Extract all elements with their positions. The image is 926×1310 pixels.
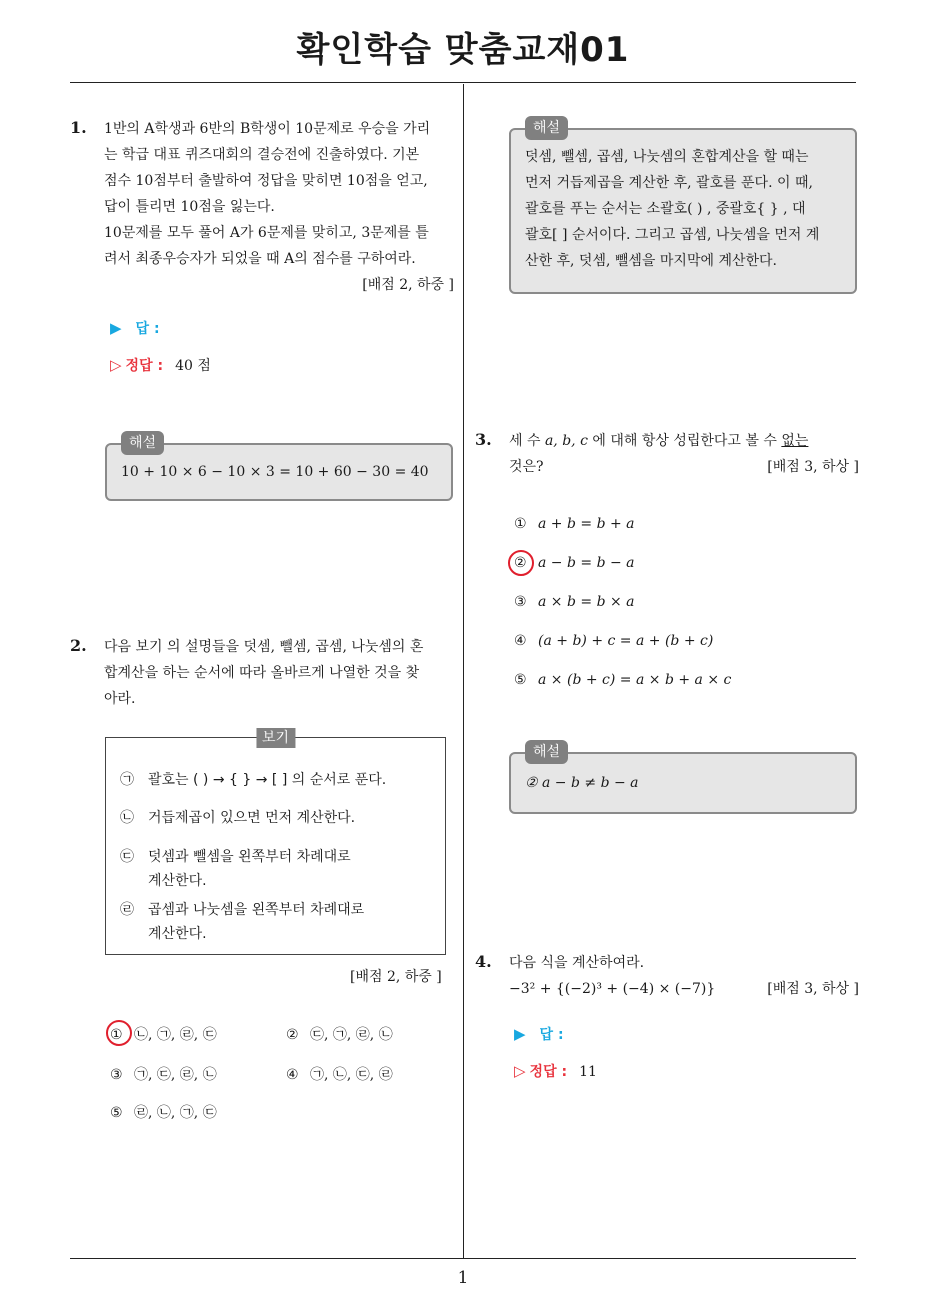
- question-4-number: 4.: [475, 952, 492, 971]
- question-2-choice-1[interactable]: [110, 1024, 217, 1044]
- choice-mark: ②: [514, 555, 527, 571]
- bogi-text: 계산한다.: [148, 873, 207, 889]
- question-2-line: 합계산을 하는 순서에 따라 올바르게 나열한 것을 찾: [104, 665, 420, 681]
- choice-text: ㉢, ㉠, ㉣, ㉡: [310, 1027, 393, 1043]
- solution-tab: 해설: [525, 740, 568, 764]
- bogi-tab: 보기: [256, 728, 295, 748]
- solution-line: 괄호를 푸는 순서는 소괄호( ) , 중괄호{ } , 대: [525, 201, 806, 217]
- bogi-text: 덧셈과 뺄셈을 왼쪽부터 차례대로: [148, 849, 351, 865]
- question-3-choice-5[interactable]: [514, 672, 731, 688]
- outline-arrow-icon: ▷: [110, 356, 122, 374]
- choice-mark: ③: [514, 594, 527, 610]
- question-2-choice-5[interactable]: [110, 1102, 217, 1122]
- solution-line: 산한 후, 덧셈, 뺄셈을 마지막에 계산한다.: [525, 253, 777, 269]
- solution-line: 괄호[ ] 순서이다. 그리고 곱셈, 나눗셈을 먼저 계: [525, 227, 820, 243]
- bogi-text: 계산한다.: [148, 926, 207, 942]
- question-3-choice-4[interactable]: [514, 633, 713, 649]
- question-3-text-mid: 에 대해 항상 성립한다고 볼 수: [587, 433, 782, 449]
- choice-mark: ④: [514, 633, 527, 649]
- choice-mark: ⑤: [110, 1105, 123, 1121]
- question-1-line: 점수 10점부터 출발하여 정답을 맞히면 10점을 얻고,: [104, 173, 428, 189]
- question-1-line: 10문제를 모두 풀어 A가 6문제를 맞히고, 3문제를 틀: [104, 225, 429, 241]
- choice-mark: ④: [286, 1067, 299, 1083]
- column-divider: [463, 84, 464, 1258]
- bogi-item: [120, 898, 430, 946]
- solution-tab: 해설: [121, 431, 164, 455]
- question-2-choice-4[interactable]: [286, 1064, 393, 1084]
- choice-text: ㉠, ㉢, ㉣, ㉡: [134, 1067, 217, 1083]
- choice-mark: ①: [110, 1027, 123, 1043]
- page-number: 1: [457, 1268, 469, 1288]
- choice-text: a × b = b × a: [538, 594, 635, 610]
- question-2-choice-3[interactable]: [110, 1064, 217, 1084]
- bogi-item: [120, 768, 430, 792]
- solution-text: ② a − b ≠ b − a: [525, 775, 639, 791]
- question-3-solution-box: [509, 744, 857, 814]
- bogi-mark: ㉢: [120, 849, 134, 865]
- page-title: 확인학습 맞춤교재01: [296, 30, 630, 70]
- question-1-line: 려서 최종우승자가 되었을 때 A의 점수를 구하여라.: [104, 251, 416, 267]
- choice-text: ㉣, ㉡, ㉠, ㉢: [134, 1105, 217, 1121]
- choice-text: (a + b) + c = a + (b + c): [538, 633, 714, 649]
- correct-value: 11: [579, 1064, 597, 1080]
- question-3-choice-3[interactable]: [514, 594, 635, 610]
- outline-arrow-icon: ▷: [514, 1062, 526, 1080]
- correct-label: 정답 :: [125, 358, 164, 374]
- bogi-text: 거듭제곱이 있으면 먼저 계산한다.: [148, 810, 356, 826]
- question-1-correct-row: [110, 355, 211, 375]
- solution-text: [511, 130, 855, 274]
- choice-text: ㉡, ㉠, ㉣, ㉢: [134, 1027, 217, 1043]
- bogi-mark: ㉣: [120, 902, 134, 918]
- question-3-line2: 것은?: [509, 459, 544, 475]
- question-3-underlined: 없는: [781, 433, 809, 449]
- question-1-line: 답이 틀리면 10점을 잃는다.: [104, 199, 275, 215]
- solution-line: 덧셈, 뺄셈, 곱셈, 나눗셈의 혼합계산을 할 때는: [525, 149, 809, 165]
- question-2-choice-2[interactable]: [286, 1024, 393, 1044]
- question-3-choice-1[interactable]: [514, 516, 635, 532]
- question-4-correct-row: [514, 1061, 597, 1081]
- question-2-solution-box: [509, 120, 857, 294]
- bogi-text: 괄호는 ( ) → { } → [ ] 의 순서로 푼다.: [148, 772, 387, 788]
- choice-mark: ⑤: [514, 672, 527, 688]
- question-4-expression: −3² + {(−2)³ + (−4) × (−7)}: [509, 981, 716, 997]
- answer-label: 답 :: [539, 1027, 564, 1043]
- correct-value: 40 점: [175, 358, 211, 374]
- question-2-number: 2.: [70, 636, 87, 655]
- question-3-number: 3.: [475, 430, 492, 449]
- question-4-meta: [배점 3, 하상 ]: [767, 981, 859, 997]
- question-3-meta: [배점 3, 하상 ]: [767, 459, 859, 475]
- question-3-choice-2[interactable]: [514, 555, 635, 571]
- question-3-text-prefix: 세 수: [509, 433, 545, 449]
- bogi-mark: ㉠: [120, 772, 134, 788]
- play-arrow-icon: ▶: [110, 319, 122, 337]
- bogi-item: [120, 845, 430, 893]
- question-1-line: 1반의 A학생과 6반의 B학생이 10문제로 우승을 가리: [104, 121, 431, 137]
- choice-mark: ①: [514, 516, 527, 532]
- bogi-text: 곱셈과 나눗셈을 왼쪽부터 차례대로: [148, 902, 365, 918]
- header-rule: [70, 82, 856, 83]
- solution-text: 10 + 10 × 6 − 10 × 3 = 10 + 60 − 30 = 40: [121, 464, 429, 480]
- correct-label: 정답 :: [529, 1064, 568, 1080]
- question-2-line: 다음 보기 의 설명들을 덧셈, 뺄셈, 곱셈, 나눗셈의 혼: [104, 639, 424, 655]
- question-4-answer-row: [514, 1024, 564, 1044]
- choice-text: ㉠, ㉡, ㉢, ㉣: [310, 1067, 393, 1083]
- choice-text: a − b = b − a: [538, 555, 635, 571]
- question-3-text: [509, 428, 859, 480]
- question-4-line: 다음 식을 계산하여라.: [509, 955, 645, 971]
- question-1-answer-row: [110, 318, 160, 338]
- bogi-item: [120, 806, 430, 830]
- question-1-text: [104, 116, 454, 298]
- solution-line: 먼저 거듭제곱을 계산한 후, 괄호를 푼다. 이 때,: [525, 175, 813, 191]
- choice-text: a + b = b + a: [538, 516, 635, 532]
- question-1-solution-box: [105, 435, 453, 501]
- answer-label: 답 :: [135, 321, 160, 337]
- bogi-mark: ㉡: [120, 810, 134, 826]
- play-arrow-icon: ▶: [514, 1025, 526, 1043]
- solution-tab: 해설: [525, 116, 568, 140]
- question-1-meta: [배점 2, 하중 ]: [362, 277, 454, 293]
- question-1-number: 1.: [70, 118, 87, 137]
- bogi-box: [105, 730, 446, 955]
- question-2-line: 아라.: [104, 691, 136, 707]
- question-4-text: [509, 950, 859, 1002]
- choice-mark: ③: [110, 1067, 123, 1083]
- footer-rule: [70, 1258, 856, 1259]
- question-2-text: [104, 634, 456, 712]
- choice-text: a × (b + c) = a × b + a × c: [538, 672, 732, 688]
- question-3-variables: a, b, c: [544, 433, 588, 449]
- question-2-meta: [배점 2, 하중 ]: [350, 969, 442, 985]
- question-1-line: 는 학급 대표 퀴즈대회의 결승전에 진출하였다. 기본: [104, 147, 420, 163]
- choice-mark: ②: [286, 1027, 299, 1043]
